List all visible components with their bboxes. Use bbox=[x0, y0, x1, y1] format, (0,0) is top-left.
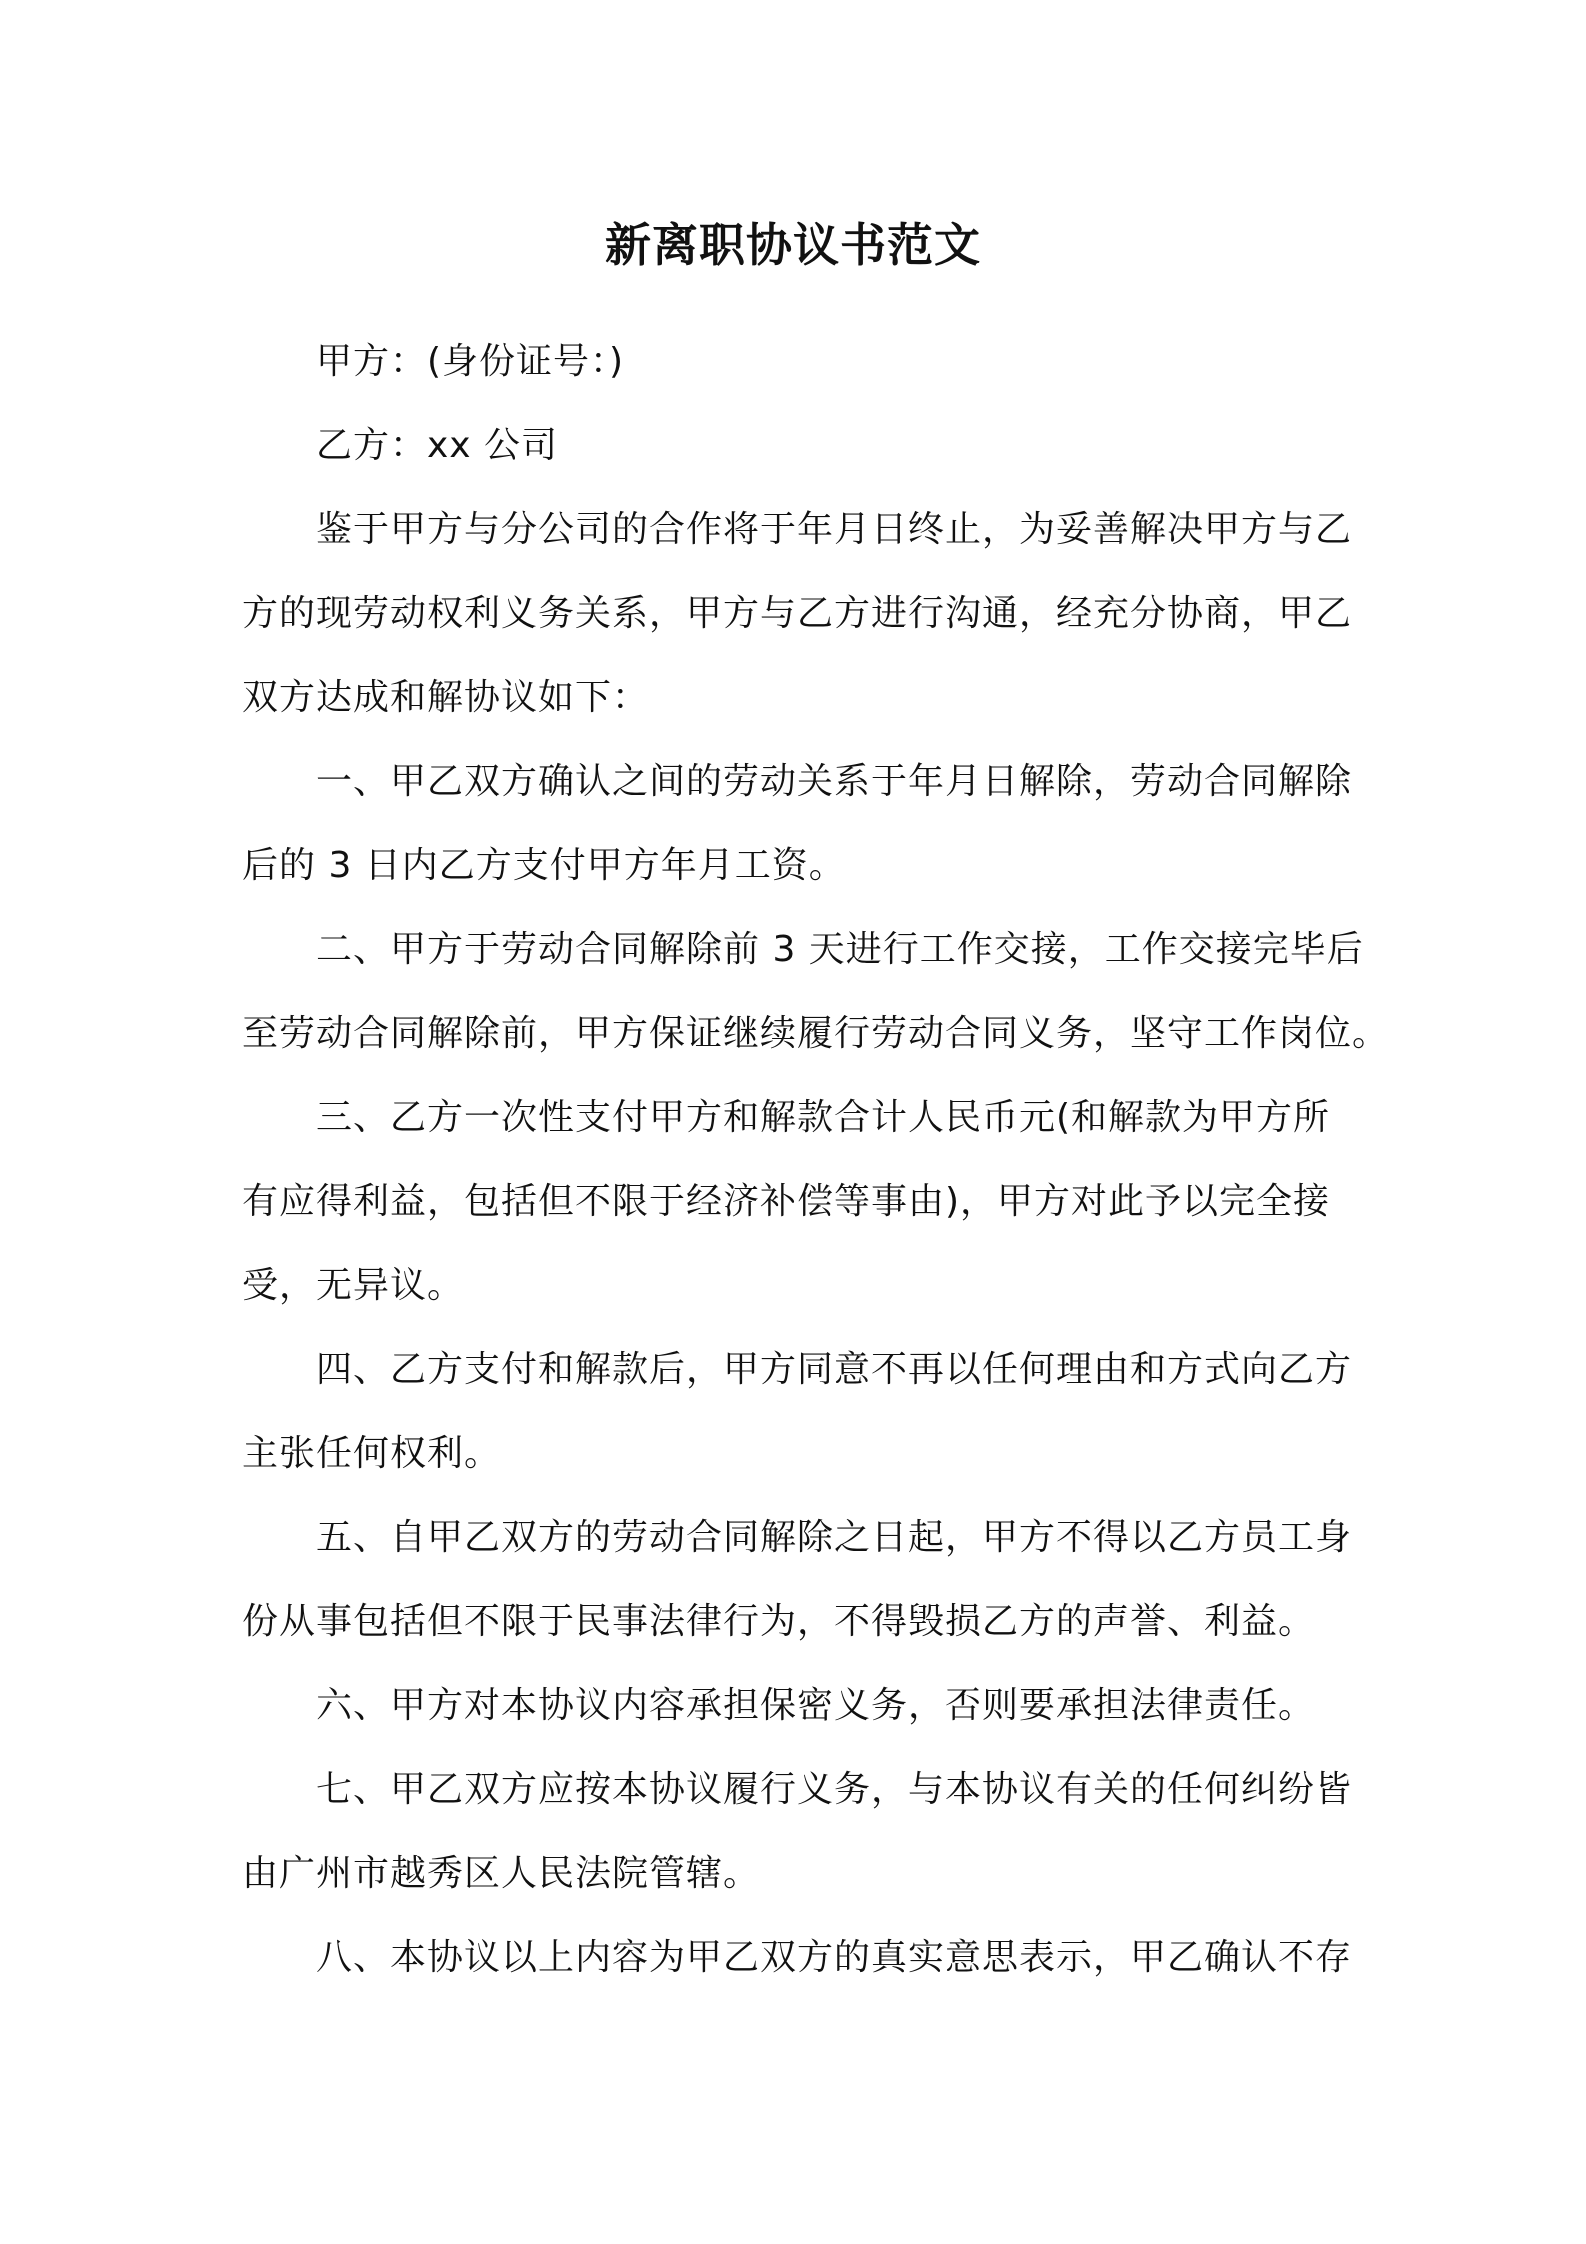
paragraph-line: 份从事包括但不限于民事法律行为，不得毁损乙方的声誉、利益。 bbox=[242, 1601, 1316, 1642]
paragraph-line: 主张任何权利。 bbox=[242, 1433, 502, 1474]
paragraph-line: 双方达成和解协议如下： bbox=[242, 677, 650, 718]
paragraph-line: 后的 3 日内乙方支付甲方年月工资。 bbox=[242, 845, 846, 886]
clause-7 bbox=[242, 1748, 1362, 1916]
clause-4 bbox=[242, 1328, 1362, 1496]
paragraph-line: 六、甲方对本协议内容承担保密义务，否则要承担法律责任。 bbox=[316, 1685, 1316, 1726]
clause-6 bbox=[242, 1664, 1362, 1748]
paragraph-line: 方的现劳动权利义务关系，甲方与乙方进行沟通，经充分协商，甲乙 bbox=[242, 593, 1353, 634]
paragraph-line: 八、本协议以上内容为甲乙双方的真实意思表示，甲乙确认不存 bbox=[316, 1937, 1353, 1978]
paragraph-line: 一、甲乙双方确认之间的劳动关系于年月日解除，劳动合同解除 bbox=[316, 761, 1353, 802]
paragraph-line: 有应得利益，包括但不限于经济补偿等事由)，甲方对此予以完全接 bbox=[242, 1181, 1331, 1222]
paragraph-line: 鉴于甲方与分公司的合作将于年月日终止，为妥善解决甲方与乙 bbox=[316, 509, 1353, 550]
clause-3 bbox=[242, 1076, 1362, 1328]
clause-2 bbox=[242, 908, 1390, 1076]
paragraph-line: 由广州市越秀区人民法院管辖。 bbox=[242, 1853, 761, 1894]
paragraph-line: 乙方：xx 公司 bbox=[316, 425, 559, 466]
paragraph-line: 至劳动合同解除前，甲方保证继续履行劳动合同义务，坚守工作岗位。 bbox=[242, 1013, 1390, 1054]
document-title: 新离职协议书范文 bbox=[605, 218, 981, 272]
paragraph-line: 四、乙方支付和解款后，甲方同意不再以任何理由和方式向乙方 bbox=[316, 1349, 1353, 1390]
clause-8 bbox=[242, 1916, 1362, 2000]
paragraph-line: 甲方：(身份证号：) bbox=[316, 341, 625, 382]
document-body bbox=[242, 320, 1390, 2000]
paragraph-line: 二、甲方于劳动合同解除前 3 天进行工作交接，工作交接完毕后 bbox=[316, 929, 1364, 970]
paragraph-line: 受，无异议。 bbox=[242, 1265, 465, 1306]
party-a-line bbox=[242, 320, 1362, 404]
paragraph-line: 七、甲乙双方应按本协议履行义务，与本协议有关的任何纠纷皆 bbox=[316, 1769, 1353, 1810]
clause-1 bbox=[242, 740, 1362, 908]
preamble-paragraph bbox=[242, 488, 1362, 740]
party-b-line bbox=[242, 404, 1362, 488]
paragraph-line: 三、乙方一次性支付甲方和解款合计人民币元(和解款为甲方所 bbox=[316, 1097, 1331, 1138]
clause-5 bbox=[242, 1496, 1362, 1664]
paragraph-line: 五、自甲乙双方的劳动合同解除之日起，甲方不得以乙方员工身 bbox=[316, 1517, 1353, 1558]
